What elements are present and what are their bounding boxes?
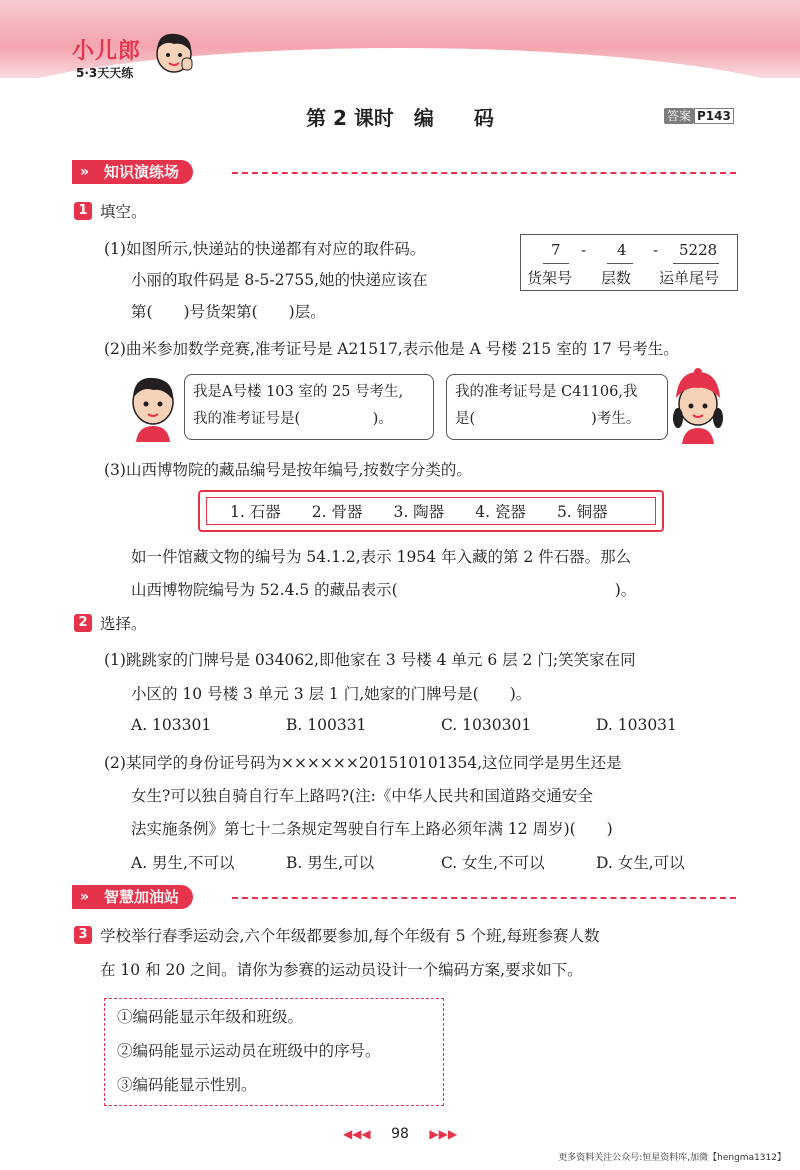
bubble-left-line2: 我的准考证号是( )。 <box>193 411 393 427</box>
q1-p3-line3: 山西博物院编号为 52.4.5 的藏品表示( )。 <box>131 581 637 599</box>
divider <box>232 897 736 899</box>
code-value-floor: 4 <box>617 241 627 259</box>
requirement-item: ③编码能显示性别。 <box>117 1076 257 1094</box>
code-label-floor: 层数 <box>601 269 632 287</box>
category-item: 4. 瓷器 <box>475 503 526 521</box>
answer-label: 答案 <box>664 108 694 124</box>
boy-avatar-icon <box>126 370 180 442</box>
category-list <box>230 500 608 522</box>
q1-p1-line2: 小丽的取件码是 8-5-2755,她的快递应该在 <box>131 271 428 289</box>
page-number: 98 <box>391 1126 409 1142</box>
q1-p1-line1: (1)如图所示,快递站的快递都有对应的取件码。 <box>104 240 426 258</box>
pickup-code-diagram <box>520 234 738 291</box>
arrow-left-icon: ◀◀◀ <box>342 1127 371 1141</box>
bubble-right-line1: 我的准考证号是 C41106,我 <box>455 384 638 400</box>
chevron-right-icon: » <box>80 889 90 905</box>
q1-p3-line1: (3)山西博物院的藏品编号是按年编号,按数字分类的。 <box>104 461 472 479</box>
page-footer <box>0 1126 800 1142</box>
q2-s1-option-c: C. 1030301 <box>441 716 532 734</box>
q1-p3-line2: 如一件馆藏文物的编号为 54.1.2,表示 1954 年入藏的第 2 件石器。那么 <box>131 548 632 566</box>
speech-bubble-right <box>446 374 668 440</box>
q1-p2-line1: (2)曲米参加数学竞赛,准考证号是 A21517,表示他是 A 号楼 215 室的 17 号考生。 <box>104 340 679 358</box>
q2-s2-option-a: A. 男生,不可以 <box>131 854 235 872</box>
q2-s2-line1: (2)某同学的身份证号码为××××××201510101354,这位同学是男生还是 <box>104 754 622 772</box>
q2-s1-line1: (1)跳跳家的门牌号是 034062,即他家在 3 号楼 4 单元 6 层 2 门;笑笑家在同 <box>104 651 636 669</box>
brand-series: 5·3天天练 <box>76 66 134 80</box>
requirement-item: ①编码能显示年级和班级。 <box>117 1008 304 1026</box>
q2-s1-option-a: A. 103301 <box>131 716 212 734</box>
code-label-tail: 运单尾号 <box>659 269 720 287</box>
section-practice: » 知识演练场 <box>72 160 193 184</box>
question-title: 填空。 <box>100 203 147 221</box>
q2-s2-line3: 法实施条例》第七十二条规定驾驶自行车上路必须年满 12 周岁)( ) <box>131 820 613 838</box>
q2-s2-option-b: B. 男生,可以 <box>286 854 375 872</box>
q2-s1-option-d: D. 103031 <box>596 716 677 734</box>
q3-line1: 学校举行春季运动会,六个年级都要参加,每个年级有 5 个班,每班参赛人数 <box>100 927 600 945</box>
requirements-box <box>104 998 444 1106</box>
divider <box>232 172 736 174</box>
answer-page: P143 <box>694 108 734 124</box>
code-value-tail: 5228 <box>679 241 718 259</box>
requirement-item: ②编码能显示运动员在班级中的序号。 <box>117 1042 381 1060</box>
question-number: 1 <box>74 202 92 220</box>
category-item: 5. 铜器 <box>556 503 608 521</box>
category-list-box <box>198 490 664 532</box>
question-title: 选择。 <box>100 615 147 633</box>
category-item: 3. 陶器 <box>393 503 445 521</box>
q2-s2-line2: 女生?可以独自骑自行车上路吗?(注:《中华人民共和国道路交通安全 <box>131 787 593 805</box>
q2-s2-option-c: C. 女生,不可以 <box>441 854 545 872</box>
underline <box>607 263 633 264</box>
category-item: 1. 石器 <box>230 503 281 521</box>
q1-p1-line3: 第( )号货架第( )层。 <box>131 303 326 321</box>
question-number: 3 <box>74 926 92 944</box>
footer-note: 更多资料关注公众号:恒星资料库,加微【hengma1312】 <box>558 1153 786 1163</box>
underline <box>543 263 569 264</box>
q2-s1-option-b: B. 100331 <box>286 716 367 734</box>
boy-mascot-icon <box>150 28 200 84</box>
speech-bubble-left <box>184 374 434 440</box>
chevron-right-icon: » <box>80 164 90 180</box>
code-label-shelf: 货架号 <box>527 269 573 287</box>
underline <box>673 263 719 264</box>
code-separator: - <box>653 241 659 259</box>
answer-ref <box>664 107 734 124</box>
code-separator: - <box>581 241 587 259</box>
bubble-right-line2: 是( )考生。 <box>455 411 641 427</box>
q2-s1-line2: 小区的 10 号楼 3 单元 3 层 1 门,她家的门牌号是( )。 <box>131 685 532 703</box>
brand-logo: 小儿郎 <box>72 39 142 64</box>
category-item: 2. 骨器 <box>311 503 363 521</box>
question-number: 2 <box>74 614 92 632</box>
code-value-shelf: 7 <box>551 241 561 259</box>
q3-line2: 在 10 和 20 之间。请你为参赛的运动员设计一个编码方案,要求如下。 <box>100 961 583 979</box>
arrow-right-icon: ▶▶▶ <box>429 1127 458 1141</box>
girl-avatar-icon <box>668 368 728 444</box>
section-challenge: » 智慧加油站 <box>72 885 193 909</box>
bubble-left-line1: 我是A号楼 103 室的 25 号考生, <box>193 384 404 400</box>
page-title: 第 2 课时 编 码 <box>306 106 494 130</box>
q2-s2-option-d: D. 女生,可以 <box>596 854 685 872</box>
